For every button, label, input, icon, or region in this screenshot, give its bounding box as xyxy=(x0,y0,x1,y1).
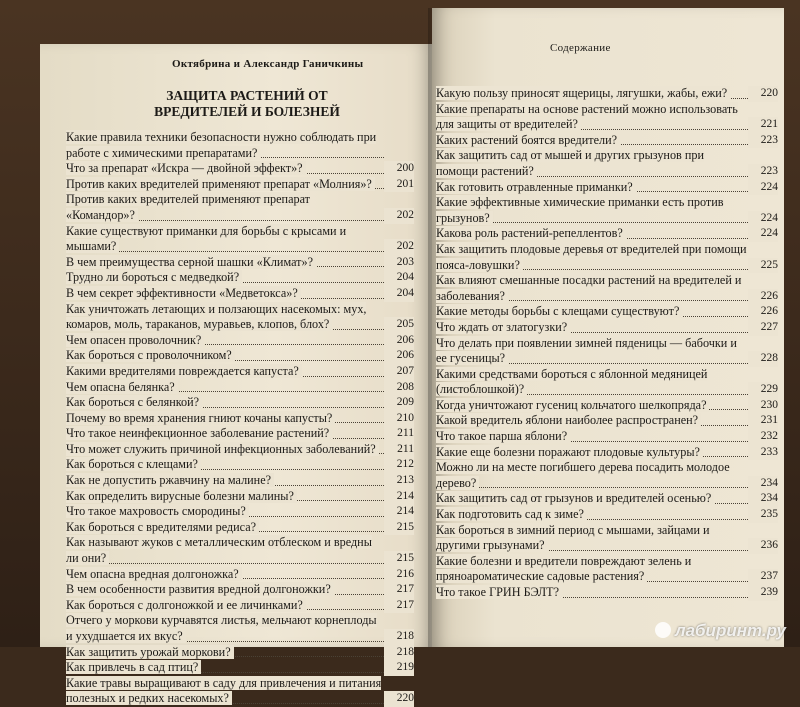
toc-entry-title: Какие эффективные химические приманки есть против грызунов? xyxy=(436,195,724,225)
toc-entry-page: 212 xyxy=(384,457,414,473)
toc-entry-page: 221 xyxy=(748,117,778,133)
toc-entry xyxy=(66,364,414,380)
toc-entry xyxy=(66,411,414,427)
toc-entry xyxy=(436,242,778,273)
toc-entry-title: Против каких вредителей применяют препарат «Командор»? xyxy=(66,192,310,222)
toc-entry xyxy=(66,302,414,333)
toc-entry xyxy=(66,535,414,566)
toc-entry xyxy=(66,130,414,161)
toc-entry-title: Как бороться с долгоножкой и ее личинками? xyxy=(66,598,306,612)
toc-entry-title: Как называют жуков с металлическим отблеском и вредны ли они? xyxy=(66,535,372,566)
toc-entry-page: 214 xyxy=(384,504,414,520)
toc-list-left xyxy=(66,130,414,707)
toc-entry-title: Какую пользу приносят ящерицы, лягушки, жабы, ежи? xyxy=(436,86,730,100)
toc-entry-title: Как бороться с клещами? xyxy=(66,457,201,471)
toc-entry xyxy=(66,442,414,458)
toc-entry-page: 211 xyxy=(384,442,414,458)
toc-entry-page: 218 xyxy=(384,645,414,661)
toc-entry-page: 217 xyxy=(384,598,414,614)
running-head-authors: Октябрина и Александр Ганичкины xyxy=(172,58,364,70)
toc-entry-page: 234 xyxy=(748,491,778,507)
toc-entry-page: 220 xyxy=(748,86,778,102)
toc-entry-title: Как защитить урожай моркови? xyxy=(66,645,234,659)
toc-entry xyxy=(436,336,778,367)
toc-entry-title: Какие болезни и вредители повреждают зелень и пряноароматические садовые растения? xyxy=(436,553,692,584)
toc-entry-title: Как защитить плодовые деревья от вредителей при помощи пояса-ловушки? xyxy=(436,241,747,272)
toc-entry-title: Что может служить причиной инфекционных заболеваний? xyxy=(66,442,379,456)
toc-entry-title: Что такое неинфекционное заболевание растений? xyxy=(66,426,332,440)
toc-entry-title: Какие существуют приманки для борьбы с крысами и мышами? xyxy=(66,223,347,254)
toc-entry xyxy=(436,320,778,336)
toc-entry-page: 223 xyxy=(748,164,778,180)
toc-entry-title: Чем опасна белянка? xyxy=(66,380,178,394)
toc-entry-title: Чем опасна вредная долгоножка? xyxy=(66,567,242,581)
toc-entry xyxy=(436,195,778,226)
toc-entry-page: 234 xyxy=(748,476,778,492)
toc-entry xyxy=(66,598,414,614)
toc-entry xyxy=(66,676,414,707)
toc-entry-page: 230 xyxy=(748,398,778,414)
toc-entry-title: Против каких вредителей применяют препарат «Молния»? xyxy=(66,177,375,191)
toc-entry-page: 218 xyxy=(384,629,414,645)
toc-entry xyxy=(66,286,414,302)
toc-entry-page: 206 xyxy=(384,348,414,364)
toc-entry xyxy=(66,473,414,489)
toc-entry-page: 233 xyxy=(748,445,778,461)
toc-entry xyxy=(436,460,778,491)
toc-entry-title: Что за препарат «Искра — двойной эффект»? xyxy=(66,161,306,175)
watermark-text: лабиринт.ру xyxy=(675,621,786,640)
section-title: ЗАЩИТА РАСТЕНИЙ ОТ ВРЕДИТЕЛЕЙ И БОЛЕЗНЕЙ xyxy=(154,88,340,119)
toc-entry-page: 200 xyxy=(384,161,414,177)
toc-entry-page: 224 xyxy=(748,226,778,242)
toc-entry xyxy=(436,523,778,554)
toc-entry-page: 207 xyxy=(384,364,414,380)
running-head-contents: Содержание xyxy=(550,42,611,54)
toc-entry xyxy=(66,192,414,223)
toc-entry-page: 215 xyxy=(384,520,414,536)
toc-entry-title: Отчего у моркови курчавятся листья, мельчают корнеплоды и ухудшается их вкус? xyxy=(66,613,377,643)
toc-entry-title: Как привлечь в сад птиц? xyxy=(66,660,201,674)
toc-entry-title: Как бороться с белянкой? xyxy=(66,395,202,409)
toc-entry xyxy=(436,507,778,523)
toc-entry-page: 219 xyxy=(384,660,414,676)
toc-entry xyxy=(66,177,414,193)
toc-entry xyxy=(436,413,778,429)
toc-entry-page: 232 xyxy=(748,429,778,445)
toc-entry xyxy=(66,348,414,364)
toc-entry-page: 216 xyxy=(384,567,414,583)
toc-entry xyxy=(436,133,778,149)
toc-entry-title: Когда уничтожают гусениц кольчатого шелкопряда? xyxy=(436,398,709,412)
toc-entry xyxy=(436,367,778,398)
toc-entry xyxy=(66,504,414,520)
toc-entry-title: Почему во время хранения гниют кочаны капусты? xyxy=(66,411,335,425)
left-page xyxy=(40,44,432,706)
right-page xyxy=(432,8,784,647)
toc-entry-title: Как бороться с проволочником? xyxy=(66,348,235,362)
toc-entry-page: 215 xyxy=(384,551,414,567)
toc-entry-page: 204 xyxy=(384,270,414,286)
toc-entry xyxy=(436,429,778,445)
toc-entry-page: 227 xyxy=(748,320,778,336)
toc-entry-title: Что такое парша яблони? xyxy=(436,429,570,443)
toc-entry-page: 226 xyxy=(748,304,778,320)
toc-entry-title: Как готовить отравленные приманки? xyxy=(436,180,636,194)
toc-entry xyxy=(66,333,414,349)
toc-entry-page: 235 xyxy=(748,507,778,523)
toc-entry xyxy=(66,567,414,583)
toc-entry-page: 228 xyxy=(748,351,778,367)
toc-entry xyxy=(436,585,778,601)
toc-entry-title: Как защитить сад от грызунов и вредителей осенью? xyxy=(436,491,714,505)
toc-entry xyxy=(66,613,414,644)
toc-entry-title: Как не допустить ржавчину на малине? xyxy=(66,473,274,487)
toc-entry-page: 224 xyxy=(748,211,778,227)
toc-entry xyxy=(66,380,414,396)
toc-entry-page: 202 xyxy=(384,208,414,224)
toc-entry-title: Какие правила техники безопасности нужно соблюдать при работе с химическими препаратами? xyxy=(66,130,377,160)
toc-entry-title: В чем особенности развития вредной долгоножки? xyxy=(66,582,334,596)
toc-entry-title: Трудно ли бороться с медведкой? xyxy=(66,270,242,284)
paw-icon xyxy=(655,622,671,638)
toc-entry-title: Каких растений боятся вредители? xyxy=(436,133,620,147)
toc-entry xyxy=(66,457,414,473)
toc-entry-title: В чем секрет эффективности «Медветокса»? xyxy=(66,286,301,300)
toc-entry xyxy=(66,161,414,177)
toc-entry-page: 203 xyxy=(384,255,414,271)
toc-entry-title: Как бороться в зимний период с мышами, зайцами и другими грызунами? xyxy=(436,522,710,553)
toc-entry-page: 204 xyxy=(384,286,414,302)
toc-entry-title: Как уничтожать летающих и ползающих насекомых: мух, комаров, моль, тараканов, муравьев, клопов, блох? xyxy=(66,301,367,332)
toc-entry-page: 209 xyxy=(384,395,414,411)
toc-entry-page: 205 xyxy=(384,317,414,333)
leader-dots xyxy=(66,563,384,564)
toc-entry-page: 231 xyxy=(748,413,778,429)
toc-entry-page: 206 xyxy=(384,333,414,349)
toc-entry xyxy=(436,273,778,304)
leader-dots xyxy=(436,487,748,488)
toc-entry xyxy=(66,255,414,271)
toc-entry-page: 202 xyxy=(384,239,414,255)
toc-entry xyxy=(66,660,414,676)
toc-entry-page: 226 xyxy=(748,289,778,305)
toc-entry xyxy=(66,395,414,411)
toc-entry xyxy=(66,426,414,442)
toc-entry-title: Чем опасен проволочник? xyxy=(66,333,204,347)
toc-entry-page: 214 xyxy=(384,489,414,505)
toc-entry-title: Как подготовить сад к зиме? xyxy=(436,507,587,521)
toc-entry-title: Что делать при появлении зимней пяденицы — бабочки и ее гусеницы? xyxy=(436,335,737,366)
toc-entry-title: Какова роль растений-репеллентов? xyxy=(436,226,626,240)
toc-entry xyxy=(436,86,778,102)
toc-entry-title: Какие еще болезни поражают плодовые культуры? xyxy=(436,445,703,459)
toc-entry-page: 229 xyxy=(748,382,778,398)
toc-entry-page: 211 xyxy=(384,426,414,442)
toc-entry-title: Что такое махровость смородины? xyxy=(66,504,249,518)
toc-entry-title: Что такое ГРИН БЭЛТ? xyxy=(436,585,562,599)
toc-entry-page: 220 xyxy=(384,691,414,707)
toc-entry xyxy=(66,489,414,505)
watermark-logo xyxy=(655,621,786,641)
toc-entry xyxy=(66,224,414,255)
toc-entry-page: 217 xyxy=(384,582,414,598)
toc-entry-title: Какими средствами бороться с яблонной медяницей (листоблошкой)? xyxy=(436,366,708,397)
toc-entry-title: Какие травы выращивают в саду для привлечения и питания полезных и редких насекомых? xyxy=(66,675,382,706)
toc-entry-page: 223 xyxy=(748,133,778,149)
toc-entry-page: 239 xyxy=(748,585,778,601)
toc-entry-title: Как защитить сад от мышей и других грызунов при помощи растений? xyxy=(436,148,704,178)
toc-entry xyxy=(66,270,414,286)
toc-entry xyxy=(436,148,778,179)
toc-entry xyxy=(436,554,778,585)
toc-entry-title: Можно ли на месте погибшего дерева посадить молодое дерево? xyxy=(436,460,730,490)
toc-entry-page: 208 xyxy=(384,380,414,396)
toc-entry-page: 225 xyxy=(748,258,778,274)
toc-entry-title: В чем преимущества серной шашки «Климат»? xyxy=(66,255,316,269)
toc-entry xyxy=(66,582,414,598)
toc-entry-page: 236 xyxy=(748,538,778,554)
toc-entry-page: 237 xyxy=(748,569,778,585)
toc-entry-page: 210 xyxy=(384,411,414,427)
toc-entry-title: Какими вредителями повреждается капуста? xyxy=(66,364,302,378)
toc-entry xyxy=(436,180,778,196)
toc-entry xyxy=(436,304,778,320)
toc-entry-page: 201 xyxy=(384,177,414,193)
toc-entry xyxy=(66,645,414,661)
toc-entry xyxy=(436,226,778,242)
toc-entry xyxy=(436,445,778,461)
toc-entry xyxy=(436,102,778,133)
toc-entry-page: 213 xyxy=(384,473,414,489)
toc-entry-title: Как определить вирусные болезни малины? xyxy=(66,489,297,503)
toc-entry-title: Что ждать от златогузки? xyxy=(436,320,570,334)
toc-entry-title: Как влияют смешанные посадки растений на вредителей и заболевания? xyxy=(436,273,742,303)
toc-entry xyxy=(436,491,778,507)
toc-entry xyxy=(66,520,414,536)
toc-entry xyxy=(436,398,778,414)
toc-entry-title: Как бороться с вредителями редиса? xyxy=(66,520,259,534)
toc-entry-page: 224 xyxy=(748,180,778,196)
toc-list-right xyxy=(436,86,778,601)
toc-entry-title: Какие препараты на основе растений можно использовать для защиты от вредителей? xyxy=(436,101,738,132)
toc-entry-title: Какой вредитель яблони наиболее распространен? xyxy=(436,413,701,427)
toc-entry-title: Какие методы борьбы с клещами существуют? xyxy=(436,304,682,318)
